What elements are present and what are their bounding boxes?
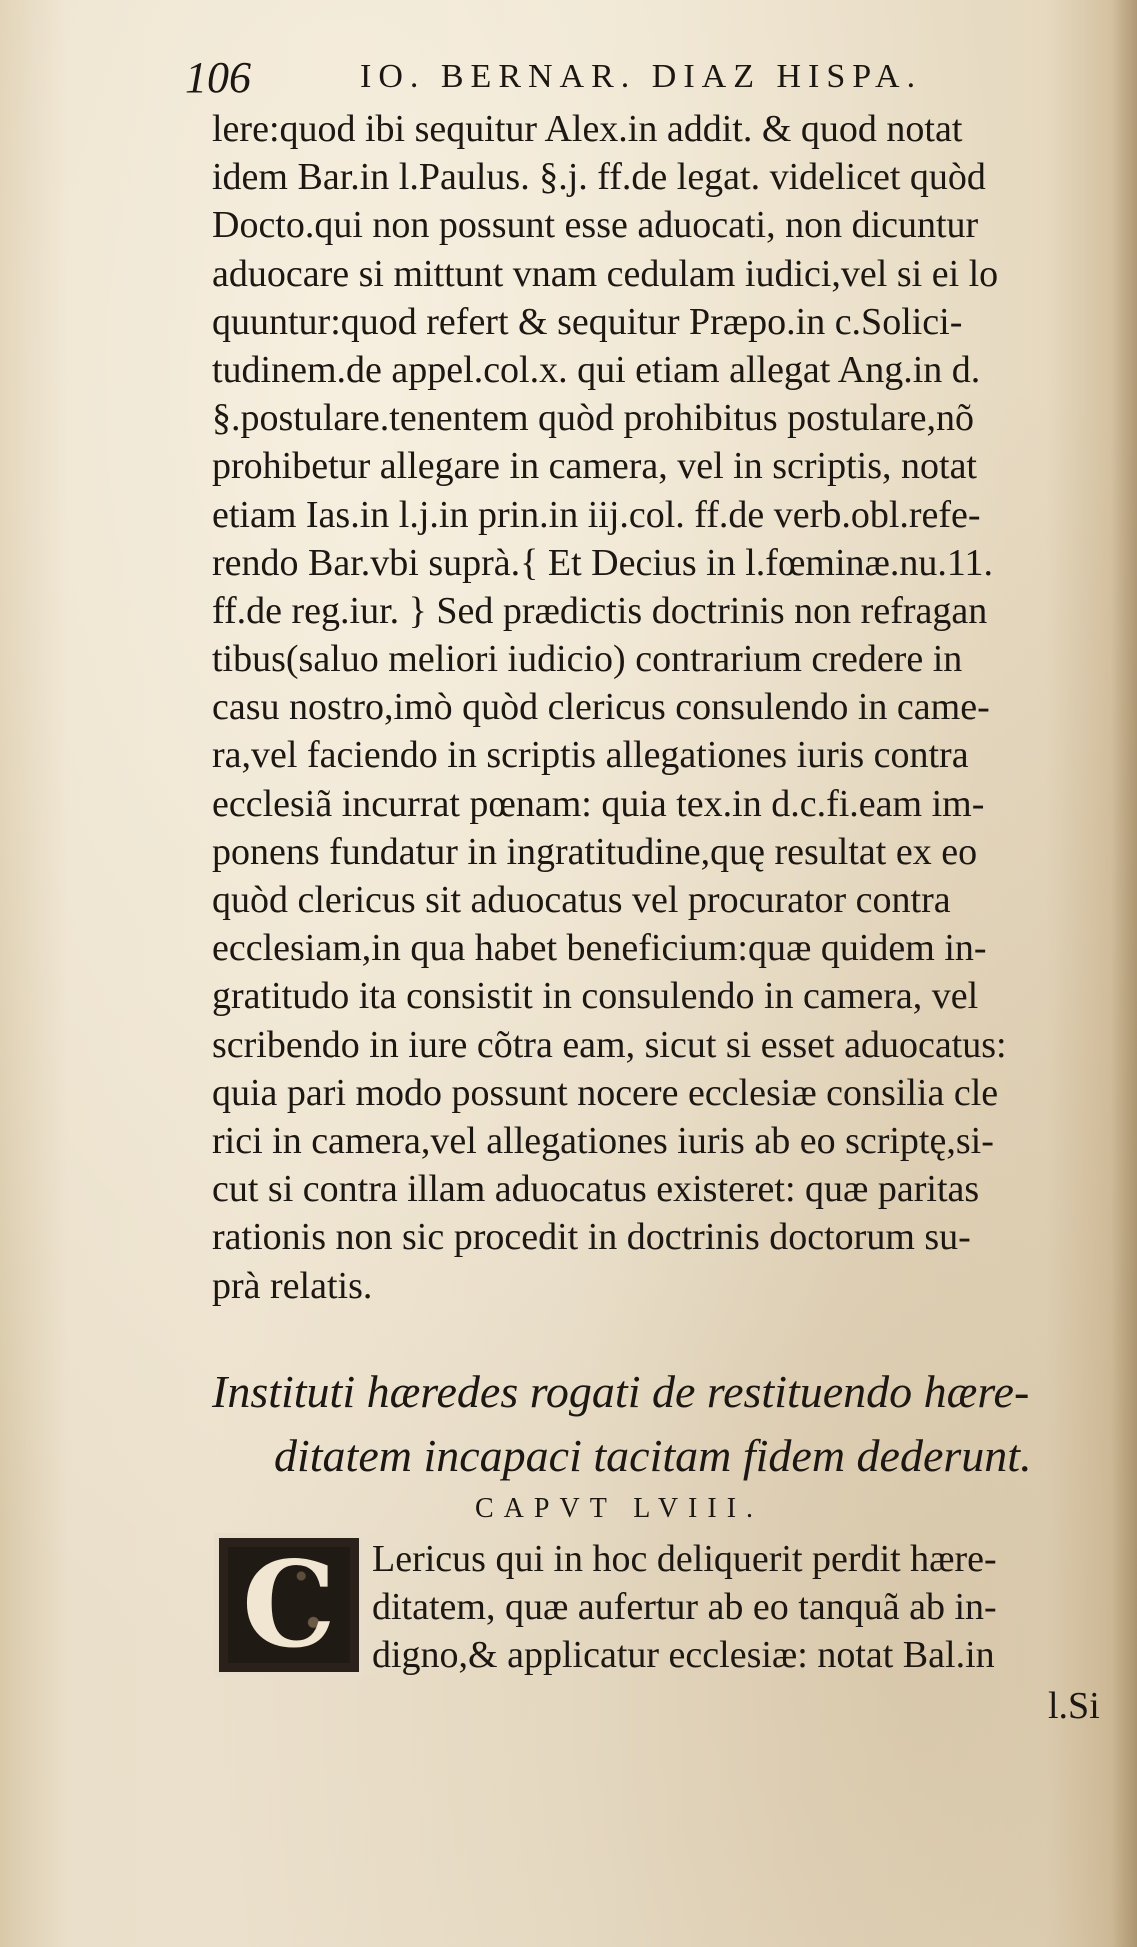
body-text	[212, 105, 1112, 1310]
text-line: rendo Bar.vbi suprà.{ Et Decius in l.fœminæ.nu.11.	[212, 541, 993, 584]
chapter-line: digno,& applicatur ecclesiæ: notat Bal.in	[372, 1634, 995, 1677]
text-line: scribendo in iure cõtra eam, sicut si esset aduocatus:	[212, 1023, 1007, 1066]
text-line: quuntur:quod refert & sequitur Præpo.in c.Solici-	[212, 300, 963, 343]
text-line: gratitudo ita consistit in consulendo in camera, vel	[212, 975, 979, 1018]
text-line: ecclesiam,in qua habet beneficium:quæ quidem in-	[212, 927, 987, 970]
folio-number: 106	[185, 53, 251, 102]
heading-line-1: Instituti hæredes rogati de restituendo hære-	[212, 1366, 1030, 1417]
chapter-line: Lericus qui in hoc deliquerit perdit hære-	[372, 1538, 997, 1580]
page-header	[185, 48, 965, 102]
chapter-line: ditatem, quæ aufertur ab eo tanquã ab in-	[372, 1586, 997, 1629]
heading-line-2: ditatem incapaci tacitam fidem dederunt.	[274, 1430, 1032, 1481]
text-line: ponens fundatur in ingratitudine,quę resultat ex eo	[212, 830, 978, 873]
text-line: casu nostro,imò quòd clericus consulendo in came-	[212, 686, 990, 729]
text-line: §.postulare.tenentem quòd prohibitus postulare,nõ	[212, 397, 974, 440]
catchword: l.Si	[1048, 1685, 1100, 1727]
text-line: tudinem.de appel.col.x. qui etiam allegat Ang.in d.	[212, 348, 981, 391]
chapter-label: CAPVT LVIII.	[475, 1493, 764, 1524]
text-line: lere:quod ibi sequitur Alex.in addit. & quod notat	[212, 108, 963, 150]
initial-letter: C	[242, 1535, 336, 1674]
decorated-initial	[214, 1533, 364, 1677]
text-line: prà relatis.	[212, 1264, 373, 1307]
text-line: quòd clericus sit aduocatus vel procurator contra	[212, 879, 951, 921]
text-line: rationis non sic procedit in doctrinis doctorum su-	[212, 1216, 971, 1259]
text-line: etiam Ias.in l.j.in prin.in iij.col. ff.de verb.obl.refe-	[212, 493, 981, 536]
text-line: ra,vel faciendo in scriptis allegationes iuris contra	[212, 734, 969, 777]
text-line: quia pari modo possunt nocere ecclesiæ consilia cle	[212, 1071, 999, 1114]
text-line: idem Bar.in l.Paulus. §.j. ff.de legat. videlicet quòd	[212, 156, 986, 199]
text-line: Docto.qui non possunt esse aduocati, non dicuntur	[212, 204, 979, 247]
text-line: prohibetur allegare in camera, vel in scriptis, notat	[212, 445, 977, 488]
text-line: tibus(saluo meliori iudicio) contrarium credere in	[212, 638, 963, 681]
text-line: aduocare si mittunt vnam cedulam iudici,vel si ei lo	[212, 252, 999, 295]
text-line: rici in camera,vel allegationes iuris ab eo scriptę,si-	[212, 1119, 994, 1162]
section-heading	[212, 1360, 1112, 1488]
text-line: cut si contra illam aduocatus existeret: quæ paritas	[212, 1168, 980, 1211]
running-head: IO. BERNAR. DIAZ HISPA.	[360, 58, 923, 95]
page-edge-shadow	[1111, 0, 1137, 1947]
text-line: ecclesiã incurrat pœnam: quia tex.in d.c.fi.eam im-	[212, 782, 985, 825]
chapter-text	[372, 1535, 1112, 1680]
text-line: ff.de reg.iur. } Sed prædictis doctrinis non refragan	[212, 589, 988, 632]
